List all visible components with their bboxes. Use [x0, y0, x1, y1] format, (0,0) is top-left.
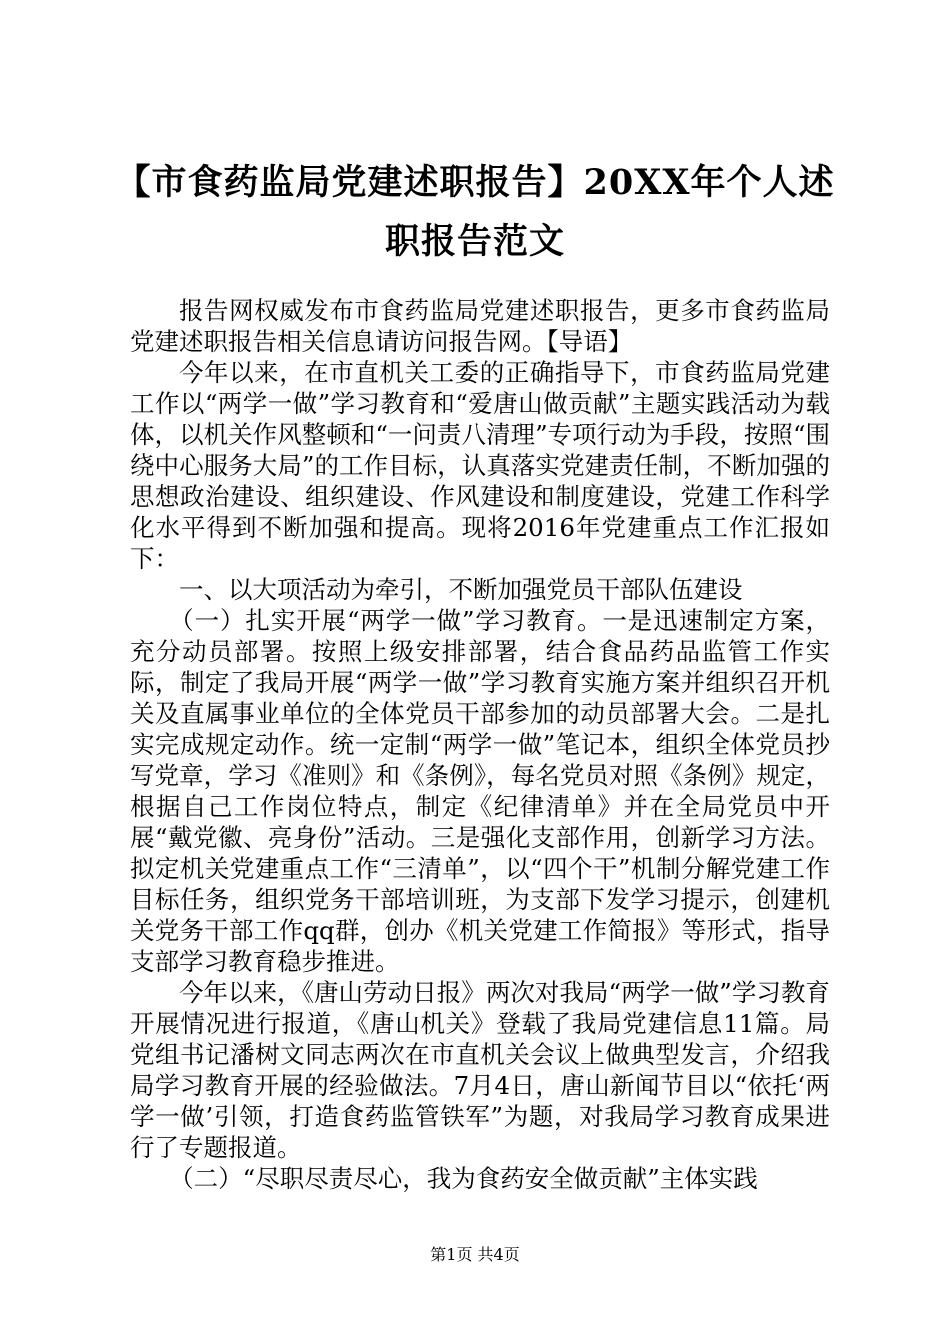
- paragraph-intro: 报告网权威发布市食药监局党建述职报告，更多市食药监局党建述职报告相关信息请访问报告网。【导语】: [130, 296, 830, 356]
- document-title-line-2: 职报告范文: [384, 221, 565, 262]
- paragraph-media-coverage: 今年以来，《唐山劳动日报》两次对我局“两学一做”学习教育开展情况进行报道，《唐山机关》登载了我局党建信息11篇。局党组书记潘树文同志两次在市直机关会议上做典型发言，介绍我局学习教育开展的经验做法。7月4日，唐山新闻节目以“依托‘两学一做’引领，打造食药监管铁军”为题，对我局学习教育成果进行了专题报道。: [130, 978, 830, 1162]
- paragraph-overview: 今年以来，在市直机关工委的正确指导下，市食药监局党建工作以“两学一做”学习教育和“爱唐山做贡献”主题实践活动为载体，以机关作风整顿和“一问责八清理”专项行动为手段，按照“围绕中心服务大局”的工作目标，认真落实党建责任制，不断加强的思想政治建设、组织建设、作风建设和制度建设，党建工作科学化水平得到不断加强和提高。现将2016年党建重点工作汇报如下：: [130, 358, 830, 573]
- page-number-footer: 第1页 共4页: [430, 1245, 520, 1264]
- subsection-1: （一）扎实开展“两学一做”学习教育。一是迅速制定方案，充分动员部署。按照上级安排部署，结合食品药品监管工作实际，制定了我局开展“两学一做”学习教育实施方案并组织召开机关及直属事业单位的全体党员干部参加的动员部署大会。二是扎实完成规定动作。统一定制“两学一做”笔记本，组织全体党员抄写党章，学习《准则》和《条例》，每名党员对照《条例》规定，根据自己工作岗位特点，制定《纪律清单》并在全局党员中开展“戴党徽、亮身份”活动。三是强化支部作用，创新学习方法。拟定机关党建重点工作“三清单”，以“四个干”机制分解党建工作目标任务，组织党务干部培训班，为支部下发学习提示，创建机关党务干部工作qq群，创办《机关党建工作简报》等形式，指导支部学习教育稳步推进。: [130, 606, 830, 976]
- document-title-line-1: 【市食药监局党建述职报告】20XX年个人述: [115, 162, 835, 203]
- section-heading-1: 一、以大项活动为牵引，不断加强党员干部队伍建设: [179, 575, 743, 604]
- document-body: [130, 295, 830, 1194]
- subsection-2: （二）“尽职尽责尽心，我为食药安全做贡献”主体实践: [169, 1164, 758, 1193]
